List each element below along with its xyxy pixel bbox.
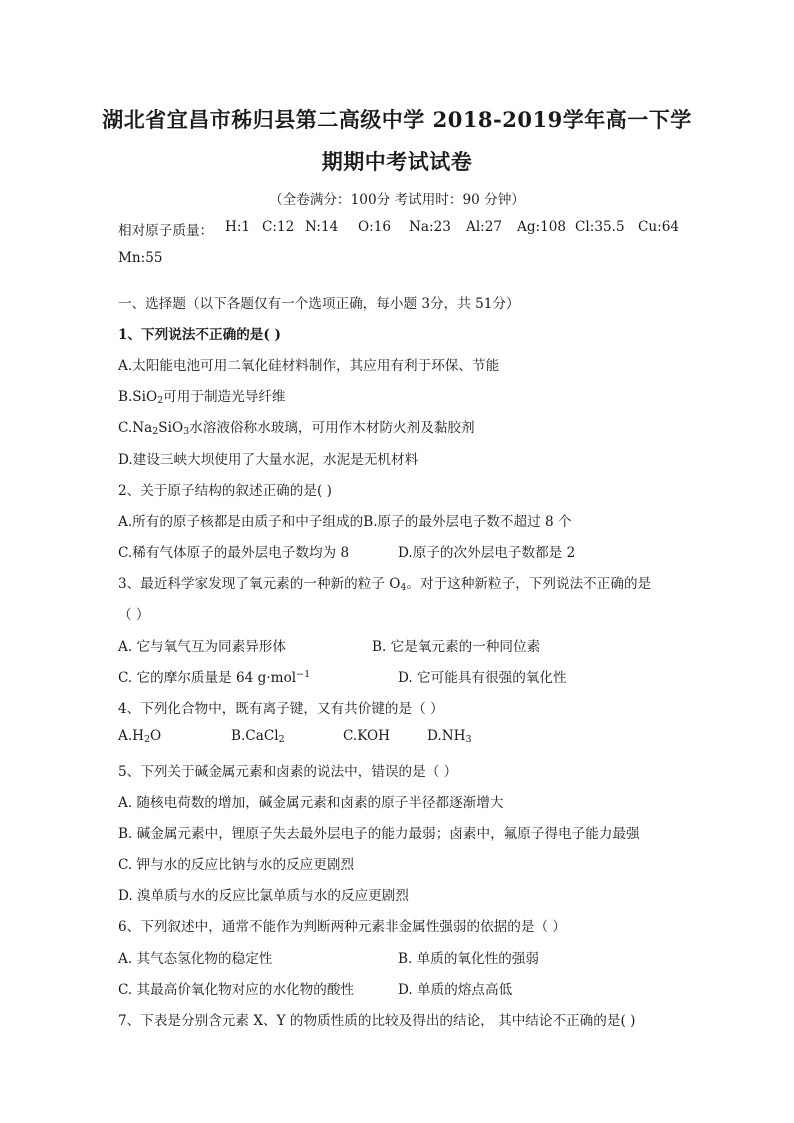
option-b: B. 它是氧元素的一种同位素 xyxy=(372,639,541,655)
option-c: C. 它的摩尔质量是 64 g·mol$^{-1}$ xyxy=(118,669,311,686)
atomic-mass-label: 相对原子质量： xyxy=(118,223,214,239)
question-blank: （ ） xyxy=(118,607,150,623)
atomic-mass-item: Cu:64 xyxy=(638,219,680,235)
question-stem: 2、关于原子结构的叙述正确的是( ) xyxy=(118,483,332,499)
option-c: $C.Na_2SiO_3$水溶液俗称水玻璃，可用作木材防火剂及黏胶剂 xyxy=(118,420,475,437)
atomic-mass-item: Ag:108 xyxy=(517,219,567,235)
atomic-mass-item: Na:23 xyxy=(409,219,451,235)
option-a: A. 随核电荷数的增加，碱金属元素和卤素的原子半径都逐渐增大 xyxy=(118,795,504,811)
option-d: D. 它可能具有很强的氧化性 xyxy=(398,670,567,686)
option-ab: A.所有的原子核都是由质子和中子组成的B.原子的最外层电子数不超过 8 个 xyxy=(118,514,572,530)
option-a: A. 其气态氢化物的稳定性 xyxy=(118,951,273,967)
exam-info: （全卷满分：100分 考试用时：90 分钟） xyxy=(269,192,525,208)
atomic-mass-item: H:1 xyxy=(225,219,251,235)
atomic-mass-item: Al:27 xyxy=(466,219,503,235)
option-c: C.稀有气体原子的最外层电子数均为 8 xyxy=(118,545,350,561)
option-c: C. 钾与水的反应比钠与水的反应更剧烈 xyxy=(118,857,355,873)
option-b: B. 碱金属元素中，锂原子失去最外层电子的能力最弱；卤素中，氟原子得电子能力最强 xyxy=(118,826,640,842)
option-a: $A.H_2O$ xyxy=(118,728,162,745)
question-stem: 4、下列化合物中，既有离子键，又有共价键的是（ ） xyxy=(118,701,444,717)
atomic-mass-item: Mn:55 xyxy=(118,250,163,266)
option-d: D.原子的次外层电子数都是 2 xyxy=(398,545,576,561)
option-d: D. 单质的熔点高低 xyxy=(398,982,513,998)
option-d: $D.NH_3$ xyxy=(427,728,472,745)
question-stem: 3、最近科学家发现了氧元素的一种新的粒子 $O_4$。对于这种新粒子，下列说法不正确的是 xyxy=(118,576,652,593)
option-a: A. 它与氧气互为同素异形体 xyxy=(118,639,286,655)
option-b: B.SiO$_2$可用于制造光导纤维 xyxy=(118,389,286,406)
option-c: C. 其最高价氧化物对应的水化物的酸性 xyxy=(118,982,355,998)
option-a: A.太阳能电池可用二氧化硅材料制作，其应用有利于环保、节能 xyxy=(118,358,500,374)
question-stem: 6、下列叙述中，通常不能作为判断两种元素非金属性强弱的依据的是（ ） xyxy=(118,919,566,935)
option-d: D.建设三峡大坝使用了大量水泥，水泥是无机材料 xyxy=(118,452,419,468)
question-stem: 5、下列关于碱金属元素和卤素的说法中，错误的是（ ） xyxy=(118,764,458,780)
exam-title-line2: 期期中考试试卷 xyxy=(321,149,473,174)
option-b: B.CaCl$_2$ xyxy=(231,728,285,745)
option-b: B. 单质的氧化性的强弱 xyxy=(398,951,539,967)
question-stem: 1、下列说法不正确的是( ) xyxy=(118,327,281,343)
atomic-mass-item: O:16 xyxy=(358,219,392,235)
atomic-mass-item: Cl:35.5 xyxy=(575,219,625,235)
section-heading: 一、选择题（以下各题仅有一个选项正确，每小题 3分，共 51分） xyxy=(118,296,520,312)
exam-title-line1: 湖北省宜昌市秭归县第二高级中学 2018-2019学年高一下学 xyxy=(102,107,692,132)
atomic-mass-item: C:12 xyxy=(262,219,295,235)
option-d: D. 溴单质与水的反应比氯单质与水的反应更剧烈 xyxy=(118,888,409,904)
question-stem: 7、下表是分别含元素 X、Y 的物质性质的比较及得出的结论， 其中结论不正确的是( ) xyxy=(118,1013,636,1029)
atomic-mass-item: N:14 xyxy=(305,219,339,235)
option-c: C.KOH xyxy=(343,728,391,744)
